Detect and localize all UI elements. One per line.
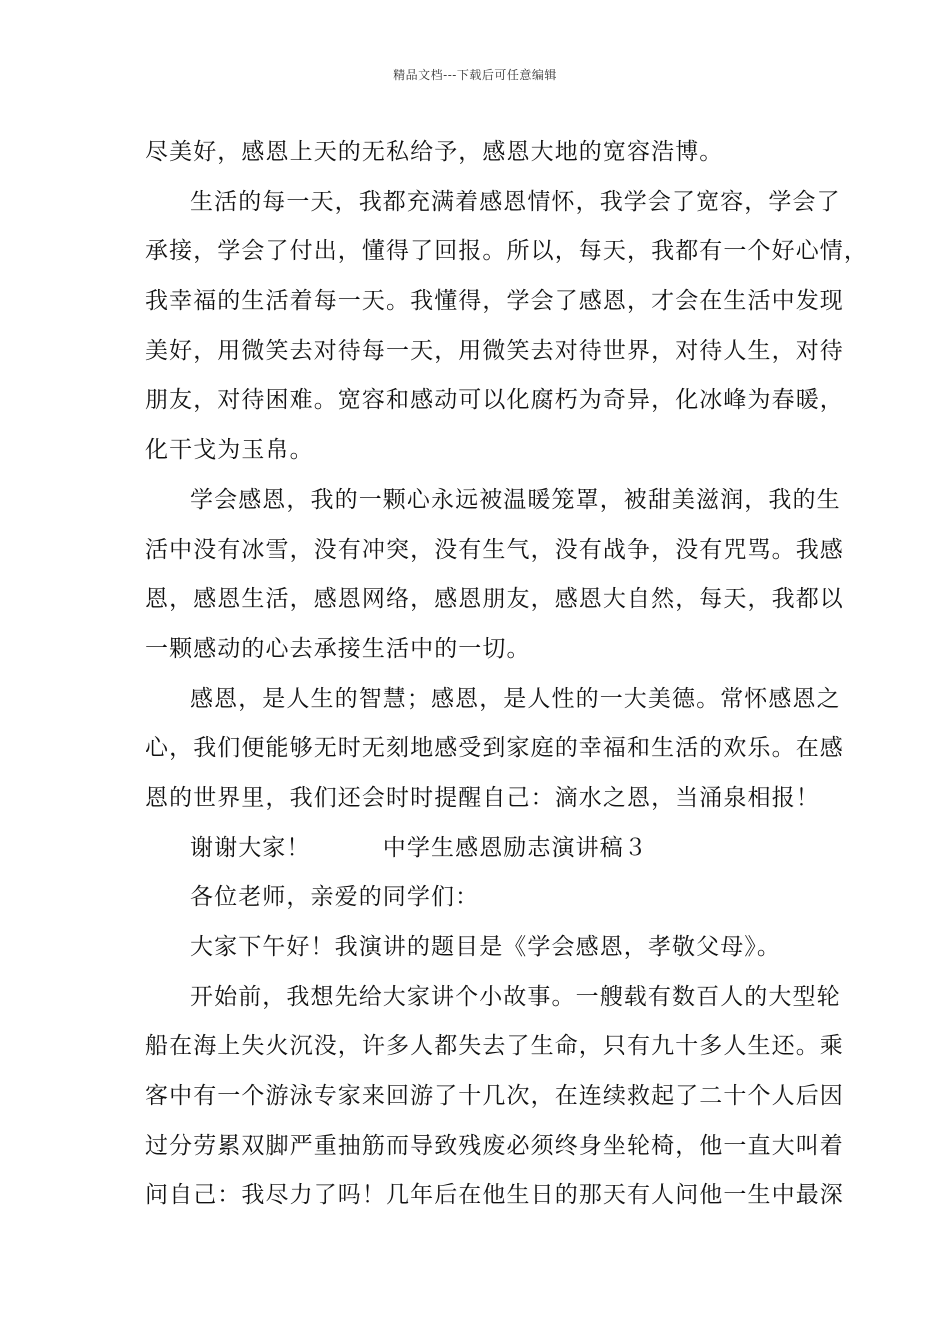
text-line: 朋友，对待困难。宽容和感动可以化腐朽为奇异，化冰峰为春暖， (145, 387, 844, 414)
page-header: 精品文档---下载后可任意编辑 (393, 68, 557, 82)
text-line: 恩，感恩生活，感恩网络，感恩朋友，感恩大自然，每天，我都以 (145, 586, 844, 613)
text-line: 我幸福的生活着每一天。我懂得，学会了感恩，才会在生活中发现 (145, 288, 844, 315)
document-body (145, 128, 868, 1221)
text-line: 过分劳累双脚严重抽筋而导致残废必须终身坐轮椅，他一直大叫着 (145, 1132, 844, 1159)
text-line: 生活的每一天，我都充满着感恩情怀，我学会了宽容，学会了 (190, 188, 841, 215)
text-line: 开始前，我想先给大家讲个小故事。一艘载有数百人的大型轮 (190, 983, 841, 1010)
text-line: 大家下午好！我演讲的题目是《学会感恩，孝敬父母》。 (190, 934, 781, 960)
text-line: 学会感恩，我的一颗心永远被温暖笼罩，被甜美滋润，我的生 (190, 486, 841, 513)
text-line: 化干戈为玉帛。 (145, 437, 314, 464)
text-line: 感恩，是人生的智慧；感恩，是人性的一大美德。常怀感恩之 (190, 685, 841, 712)
text-line: 承接，学会了付出，懂得了回报。所以，每天，我都有一个好心情， (145, 238, 868, 265)
text-line: 各位老师，亲爱的同学们： (190, 884, 480, 911)
text-line: 谢谢大家！ 中学生感恩励志演讲稿３ (190, 834, 648, 861)
text-line: 尽美好，感恩上天的无私给予，感恩大地的宽容浩博。 (145, 139, 724, 165)
text-line: 船在海上失火沉没，许多人都失去了生命，只有九十多人生还。乘 (145, 1033, 844, 1060)
text-line: 一颗感动的心去承接生活中的一切。 (145, 635, 531, 662)
text-line: 恩的世界里，我们还会时时提醒自己：滴水之恩，当涌泉相报！ (145, 784, 820, 811)
text-line: 问自己：我尽力了吗！几年后在他生日的那天有人问他一生中最深 (145, 1182, 844, 1209)
text-line: 活中没有冰雪，没有冲突，没有生气，没有战争，没有咒骂。我感 (145, 536, 844, 563)
text-line: 心，我们便能够无时无刻地感受到家庭的幸福和生活的欢乐。在感 (145, 735, 844, 762)
text-line: 美好，用微笑去对待每一天，用微笑去对待世界，对待人生，对待 (145, 337, 844, 364)
text-line: 客中有一个游泳专家来回游了十几次，在连续救起了二十个人后因 (145, 1083, 844, 1110)
